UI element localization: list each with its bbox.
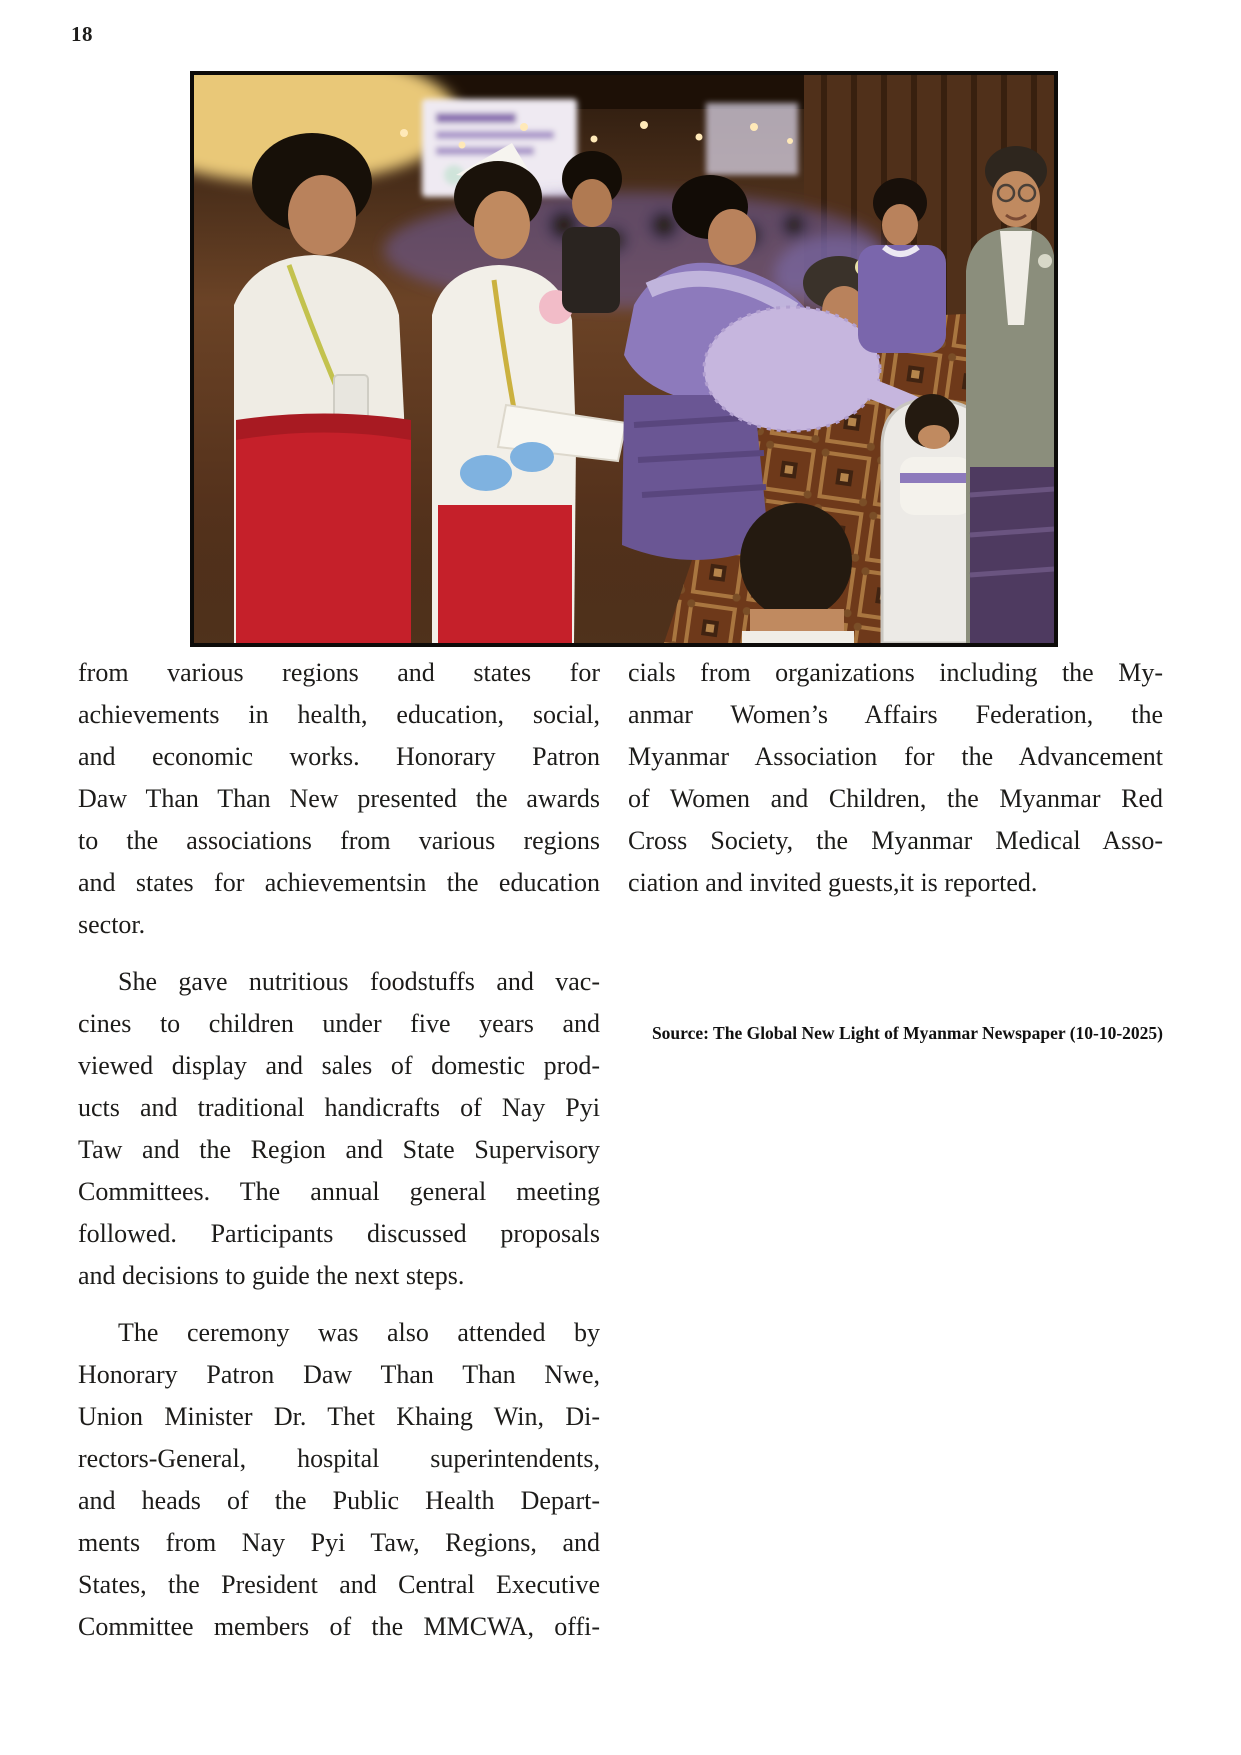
text-line: Honorary Patron Daw Than Than Nwe, <box>78 1360 600 1389</box>
ceremony-photo <box>190 71 1058 647</box>
paragraph <box>78 961 600 1297</box>
text-line: Myanmar Association for the Advancement <box>628 742 1163 771</box>
text-line: and states for achievementsin the education <box>78 868 600 897</box>
text-line: to the associations from various regions <box>78 826 600 855</box>
photo-background-woman <box>562 151 622 313</box>
text-line: Union Minister Dr. Thet Khaing Win, Di- <box>78 1402 600 1431</box>
text-line: anmar Women’s Affairs Federation, the <box>628 700 1163 729</box>
paragraph <box>78 652 600 946</box>
photo-foreground-child <box>740 503 854 643</box>
text-line: Daw Than Than New presented the awards <box>78 784 600 813</box>
text-line: sector. <box>78 910 146 939</box>
left-column <box>78 652 600 1663</box>
text-line: and decisions to guide the next steps. <box>78 1261 465 1290</box>
right-column-paragraphs <box>628 652 1163 904</box>
text-line: States, the President and Central Executive <box>78 1570 600 1599</box>
text-line: followed. Participants discussed proposals <box>78 1219 600 1248</box>
article-body <box>78 652 1163 1663</box>
text-line: cials from organizations including the My- <box>628 658 1163 687</box>
page-number: 18 <box>71 22 93 46</box>
text-line: The ceremony was also attended by <box>118 1318 600 1347</box>
text-line: ciation and invited guests,it is reported. <box>628 868 1038 897</box>
text-line: cines to children under five years and <box>78 1009 600 1038</box>
text-line: She gave nutritious foodstuffs and vac- <box>118 967 600 996</box>
text-line: ments from Nay Pyi Taw, Regions, and <box>78 1528 600 1557</box>
text-line: Committees. The annual general meeting <box>78 1177 600 1206</box>
text-line: of Women and Children, the Myanmar Red <box>628 784 1163 813</box>
text-line: Taw and the Region and State Supervisory <box>78 1135 600 1164</box>
paragraph <box>78 1312 600 1648</box>
paragraph <box>628 652 1163 904</box>
text-line: achievements in health, education, social, <box>78 700 600 729</box>
text-line: from various regions and states for <box>78 658 600 687</box>
source-citation: Source: The Global New Light of Myanmar Newspaper (10-10-2025) <box>651 1023 1163 1043</box>
text-line: and heads of the Public Health Depart- <box>78 1486 600 1515</box>
text-line: Cross Society, the Myanmar Medical Asso- <box>628 826 1163 855</box>
right-column <box>628 652 1163 1663</box>
text-line: viewed display and sales of domestic prod- <box>78 1051 600 1080</box>
ceremony-photo-illustration <box>194 75 1054 643</box>
text-line: ucts and traditional handicrafts of Nay Pyi <box>78 1093 600 1122</box>
text-line: Committee members of the MMCWA, offi- <box>78 1612 600 1641</box>
text-line: and economic works. Honorary Patron <box>78 742 600 771</box>
text-line: rectors-General, hospital superintendents, <box>78 1444 600 1473</box>
